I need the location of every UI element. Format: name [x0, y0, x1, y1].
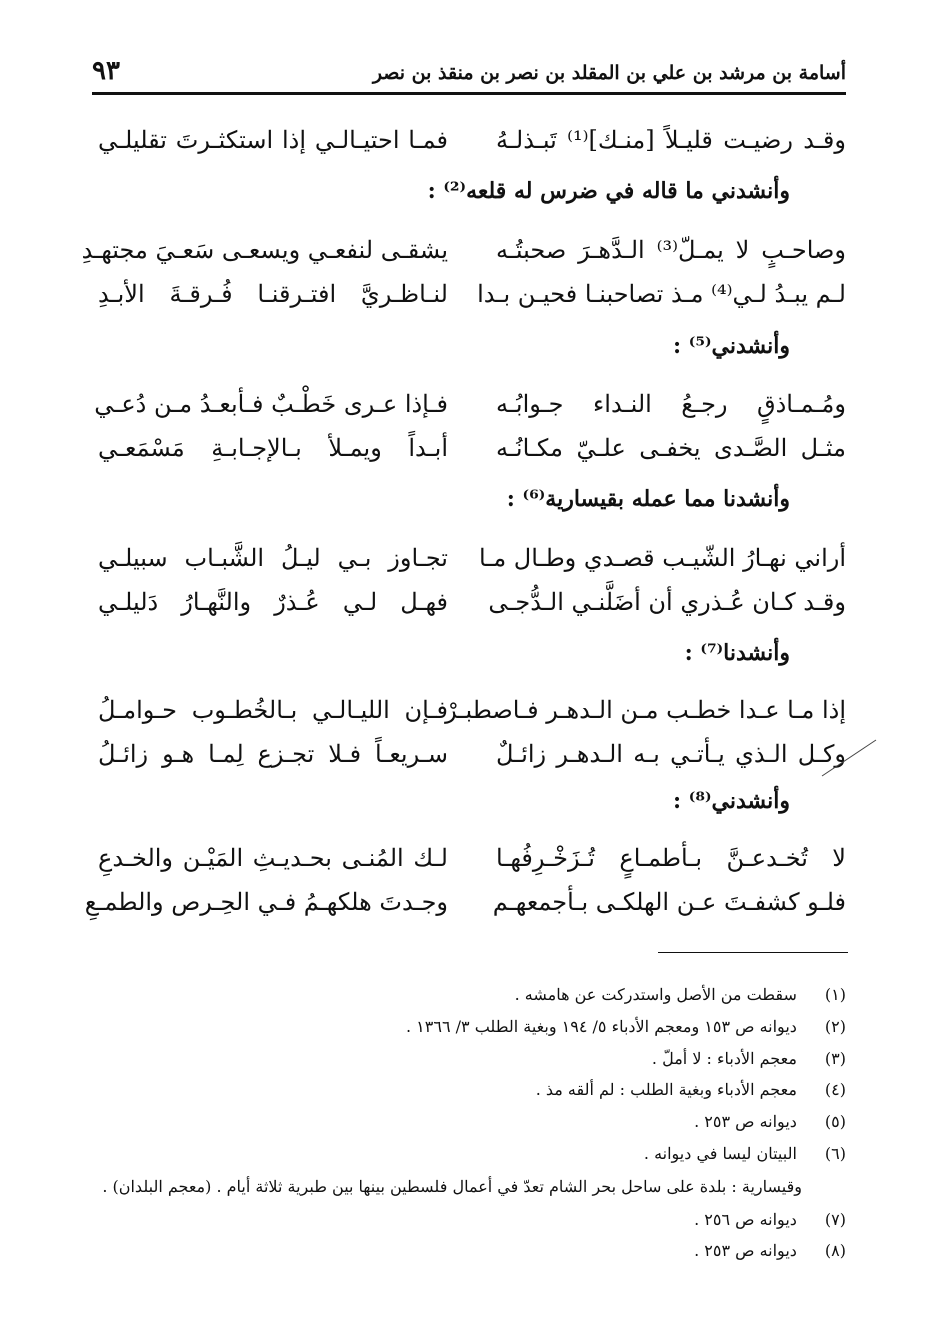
- footnote-number: (٤): [824, 1080, 846, 1099]
- footnote: [644, 1144, 846, 1163]
- footnote-text: ديوانه ص ١٥٣ ومعجم الأدباء ٥/ ١٩٤ وبغية الطلب ٣/ ١٣٦٦ .: [405, 1017, 797, 1036]
- poem-introduction: وأنشدني⁽⁸⁾ :: [672, 788, 790, 814]
- verse-second-hemistich: فـإذا عـرى خَطْـبٌ فـأبعـدُ مـن دُعـي: [94, 390, 448, 418]
- footnote-text: ديوانه ص ٢٥٣ .: [694, 1112, 797, 1131]
- poem-introduction: وأنشدنا مما عمله بقيسارية⁽⁶⁾ :: [506, 486, 790, 512]
- footnote-number: (٨): [824, 1241, 846, 1260]
- page-number: ٩٣: [92, 56, 120, 86]
- footnote-number: (٢): [824, 1017, 846, 1036]
- verse-first-hemistich: أراني نهـارُ الشّيـب قصـدي وطـال مـا: [478, 544, 846, 572]
- footnote: [536, 1080, 846, 1099]
- verse-second-hemistich: وجـدتَ هلكهـمُ فـي الحِـرص والطمـعِ: [84, 888, 448, 916]
- verse-second-hemistich: فهـل لـي عُـذرٌ والنَّهـارُ دَليلـي: [98, 588, 448, 616]
- verse-first-hemistich: ومُـمـاذقٍ رجـعُ النـداء جـوابُـه: [496, 390, 846, 418]
- poem-introduction: وأنشدنا⁽⁷⁾ :: [684, 640, 790, 666]
- verse-second-hemistich: سـريعـاً فـلا تجـزع لِمـا هـو زائـلُ: [98, 740, 448, 768]
- footnote-continuation: [102, 1177, 802, 1196]
- verse-first-hemistich: فلـو كشفـتَ عـن الهلكـى بـأجمعهـم: [492, 888, 846, 916]
- footnote: [406, 1017, 846, 1036]
- poem-introduction: وأنشدني ما قاله في ضرس له قلعه⁽²⁾ :: [427, 178, 790, 204]
- verse-second-hemistich: فمـا احتيـالـي إذا استكثـرتَ تقليلـي: [98, 126, 448, 154]
- verse-first-hemistich: لا تُخـدعـنَّ بـأطمـاعٍ تُـزَخْـرِفُهـا: [496, 844, 846, 872]
- poem-introduction: وأنشدني⁽⁵⁾ :: [672, 333, 790, 359]
- footnote-text: البيتان ليسا في ديوانه .: [643, 1144, 797, 1163]
- header-rule: [92, 92, 846, 95]
- footnote: [652, 1049, 846, 1068]
- verse-first-hemistich: وصاحـبٍ لا يمـلّ⁽³⁾ الـدَّهـرَ صحبتُـه: [496, 236, 846, 264]
- footnote-text: سقطت من الأصل واستدركت عن هامشه .: [514, 985, 797, 1004]
- verse-first-hemistich: وكـل الـذي يـأتـي بـه الـدهـر زائـلٌ: [496, 740, 846, 768]
- footnote-text: وقيسارية : بلدة على ساحل بحر الشام تعدّ في أعمال فلسطين بينها بين طبرية ثلاثة أيام . (معجم البلدان) .: [102, 1177, 802, 1196]
- pencil-stroke-mark: [820, 738, 878, 778]
- footnote-text: ديوانه ص ٢٥٦ .: [694, 1210, 797, 1229]
- verse-second-hemistich: تجـاوز بـي ليـلُ الشَّبـاب سبيلـي: [98, 544, 448, 572]
- running-header: [92, 56, 846, 92]
- footnote: [515, 985, 846, 1004]
- footnote-rule: [658, 952, 848, 953]
- footnote: [694, 1210, 846, 1229]
- footnote: [694, 1241, 846, 1260]
- verse-second-hemistich: يشقـى لنفعـي ويسعـى سَعـيَ مجتهـدِ: [81, 236, 448, 264]
- footnote-text: ديوانه ص ٢٥٣ .: [694, 1241, 797, 1260]
- verse-first-hemistich: وقـد رضيـت قليـلاً [منـك]⁽¹⁾ تَبـذلـهُ: [496, 126, 846, 154]
- verse-first-hemistich: إذا مـا عـدا خطـب مـن الـدهـر فـاصطبـرْ: [445, 696, 846, 724]
- footnote-number: (٧): [824, 1210, 846, 1229]
- verse-second-hemistich: أبـداً ويمـلأ بـالإجـابـةِ مَسْمَعـي: [98, 434, 448, 462]
- footnote-number: (٥): [824, 1112, 846, 1131]
- footnote-text: معجم الأدباء : لا أملّ .: [651, 1049, 797, 1068]
- verse-first-hemistich: وقـد كـان عُـذري أن أضَلَّنـي الـدُّجـى: [488, 588, 846, 616]
- verse-second-hemistich: لنـاظـريَّ افتـرقنـا فُـرقـةَ الأبـدِ: [98, 280, 448, 308]
- footnote-number: (١): [824, 985, 846, 1004]
- verse-second-hemistich: لـك المُنـى بحـديـثِ المَيْـن والخـدعِ: [98, 844, 448, 872]
- footnote-text: معجم الأدباء وبغية الطلب : لم ألقه مذ .: [535, 1080, 797, 1099]
- footnote: [694, 1112, 846, 1131]
- header-title: أسامة بن مرشد بن علي بن المقلد بن نصر بن منقذ بن نصر: [372, 62, 846, 84]
- verse-second-hemistich: فـإن الليـالـي بـالخُطـوب حـوامـلُ: [98, 696, 448, 724]
- verse-first-hemistich: مثـل الصَّـدى يخفـى علـيّ مكـانُـه: [496, 434, 846, 462]
- footnote-number: (٣): [824, 1049, 846, 1068]
- footnote-number: (٦): [824, 1144, 846, 1163]
- verse-first-hemistich: لـم يبـدُ لـي⁽⁴⁾ مـذ تصاحبنـا فحيـن بـدا: [477, 280, 846, 308]
